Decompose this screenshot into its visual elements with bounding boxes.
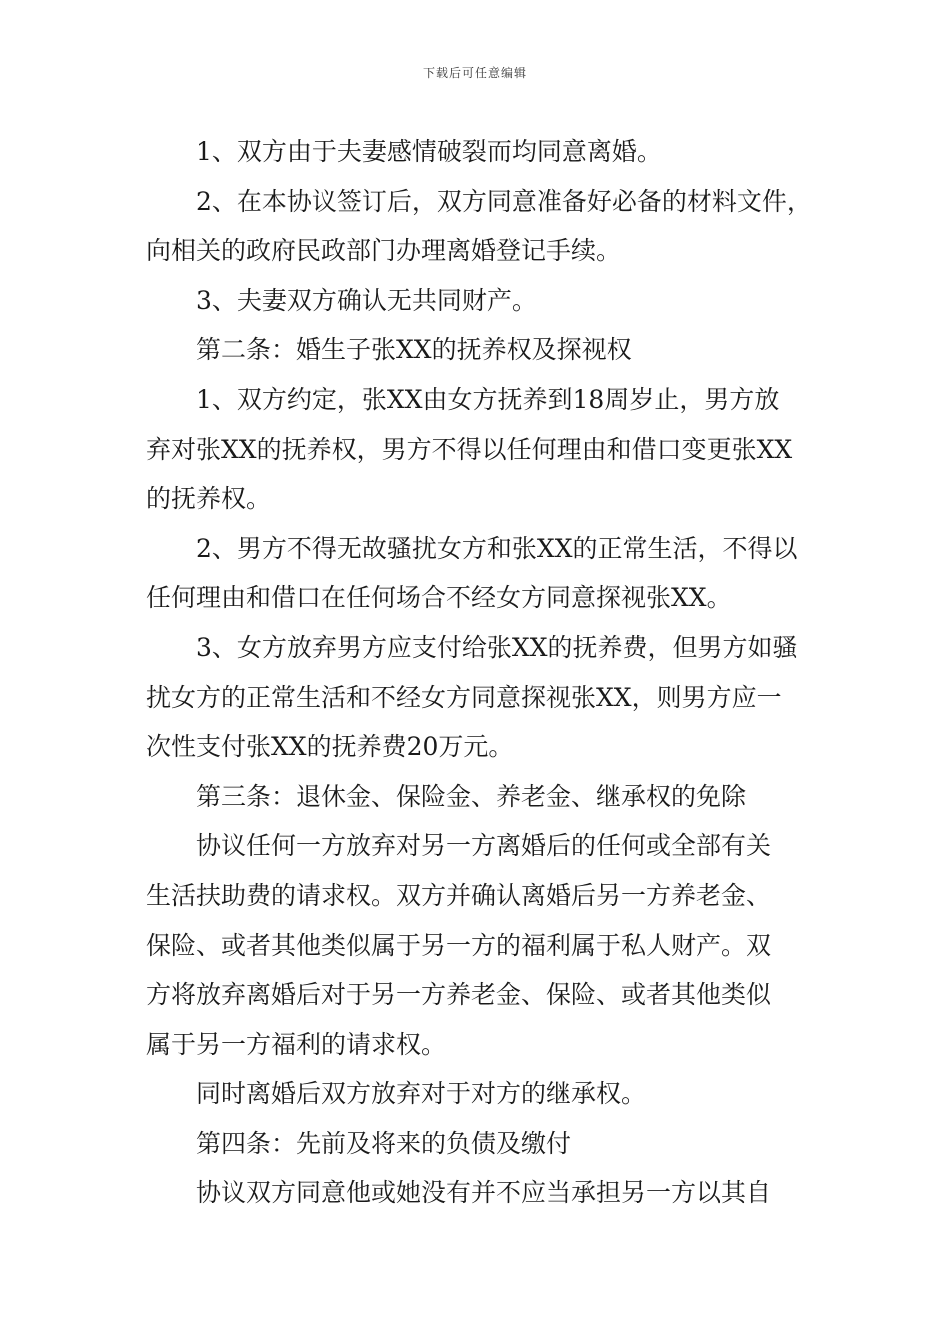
text-line: 2、男方不得无故骚扰女方和张XX的正常生活，不得以 [196,533,798,563]
text-line: 1、双方约定，张XX由女方抚养到18周岁止，男方放 [196,384,780,414]
text-line: 1、双方由于夫妻感情破裂而均同意离婚。 [196,137,662,166]
text-line: 弃对张XX的抚养权，男方不得以任何理由和借口变更张XX [146,434,793,464]
text-line: 方将放弃离婚后对于另一方养老金、保险、或者其他类似 [146,980,772,1010]
section-heading: 第三条：退休金、保险金、养老金、继承权的免除 [196,781,747,811]
page-header: 下载后可任意编辑 [422,66,527,80]
text-line: 协议双方同意他或她没有并不应当承担另一方以其自 [196,1178,772,1208]
text-line: 的抚养权。 [146,484,272,514]
text-line: 扰女方的正常生活和不经女方同意探视张XX，则男方应一 [146,682,782,712]
text-line: 向相关的政府民政部门办理离婚登记手续。 [146,236,622,266]
text-line: 属于另一方福利的请求权。 [146,1029,447,1059]
text-line: 生活扶助费的请求权。双方并确认离婚后另一方养老金、 [146,880,772,910]
text-line: 次性支付张XX的抚养费20万元。 [146,732,514,762]
text-line: 同时离婚后双方放弃对于对方的继承权。 [196,1079,647,1109]
document-body [146,127,811,1218]
text-line: 2、在本协议签订后，双方同意准备好必备的材料文件， [196,186,812,216]
text-line: 3、夫妻双方确认无共同财产。 [196,285,537,315]
text-line: 任何理由和借口在任何场合不经女方同意探视张XX。 [146,583,732,613]
section-heading: 第二条：婚生子张XX的抚养权及探视权 [196,335,632,365]
section-heading: 第四条：先前及将来的负债及缴付 [196,1128,572,1158]
text-line: 保险、或者其他类似属于另一方的福利属于私人财产。双 [146,930,772,960]
text-line: 3、女方放弃男方应支付给张XX的抚养费，但男方如骚 [196,632,798,662]
text-line: 协议任何一方放弃对另一方离婚后的任何或全部有关 [196,831,772,861]
